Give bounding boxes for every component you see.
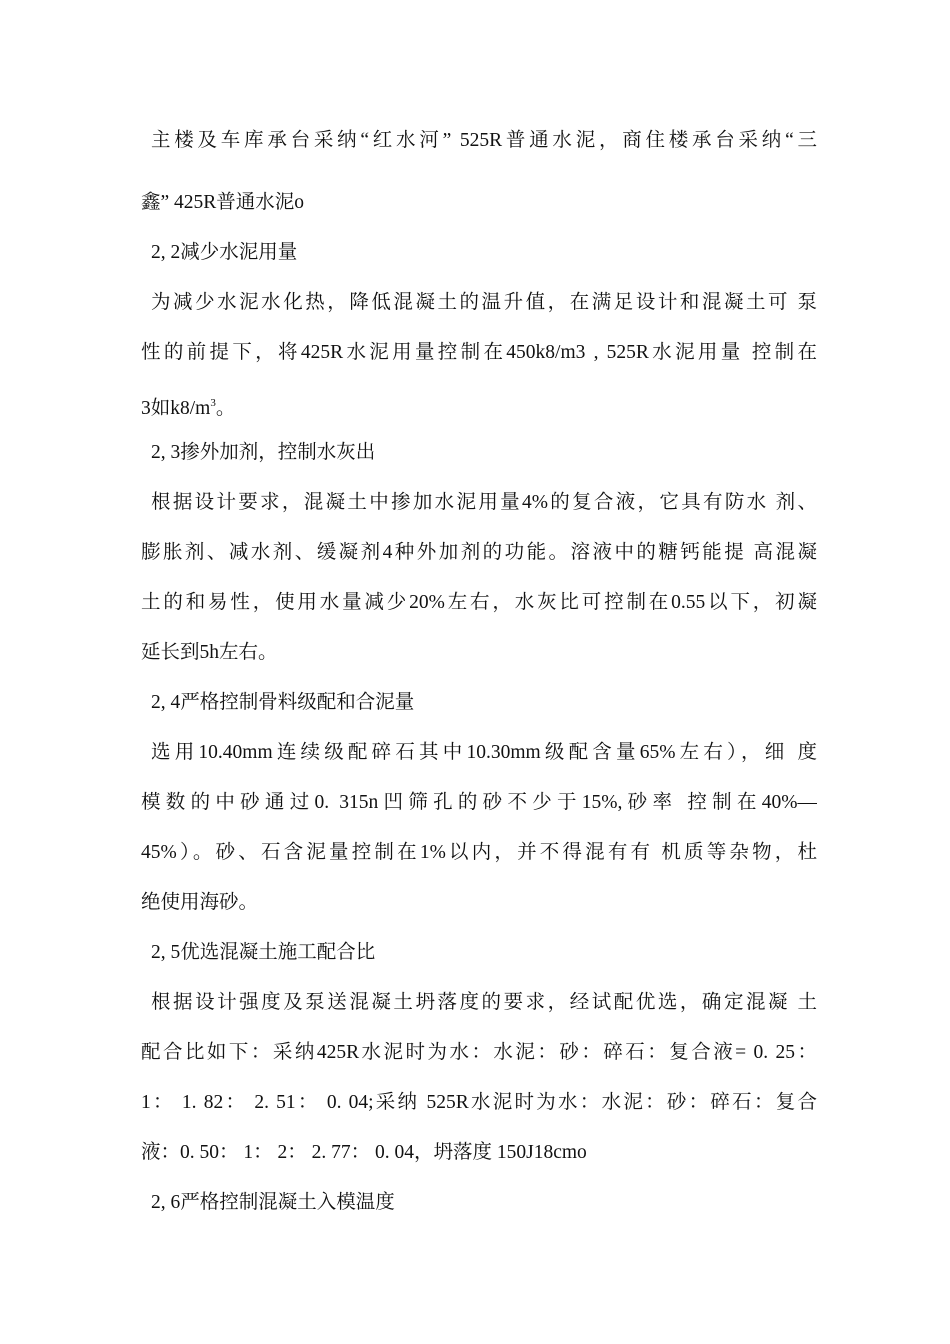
paragraph-line: 配合比如下：采纳425R水泥时为水：水泥：砂：碎石：复合液= 0. 25： xyxy=(141,1042,817,1063)
superscript: 3 xyxy=(210,397,216,409)
paragraph-line: 绝使用海砂。 xyxy=(141,892,259,913)
line-text: 。 xyxy=(215,398,236,419)
paragraph-line: 膨胀剂、减水剂、缓凝剂4种外加剂的功能。溶液中的糖钙能提 高混凝 xyxy=(141,542,817,563)
section-heading: 2, 4严格控制骨料级配和合泥量 xyxy=(151,692,415,713)
paragraph-line: 1： 1. 82： 2. 51： 0. 04;采纳 525R水泥时为水：水泥：砂：碎石：复合 xyxy=(141,1092,817,1113)
paragraph-line: 选用10.40mm连续级配碎石其中10.30mm级配含量65%左右），细 度 xyxy=(151,742,817,763)
paragraph-line: 液：0. 50： 1： 2： 2. 77： 0. 04，坍落度 150J18cmo xyxy=(141,1142,587,1163)
paragraph-line: 为减少水泥水化热，降低混凝土的温升值，在满足设计和混凝土可 泵 xyxy=(151,292,817,313)
paragraph-line: 鑫” 425R普通水泥o xyxy=(141,192,305,213)
paragraph-line: 土的和易性，使用水量减少20%左右，水灰比可控制在0.55以下，初凝 xyxy=(141,592,817,613)
paragraph-line: 延长到5h左右。 xyxy=(141,642,278,663)
paragraph-line: 根据设计强度及泵送混凝土坍落度的要求，经试配优选，确定混凝 土 xyxy=(151,992,817,1013)
paragraph-line: 根据设计要求，混凝土中掺加水泥用量4%的复合液，它具有防水 剂、 xyxy=(151,492,817,513)
paragraph-line: 模数的中砂通过0. 315n凹筛孔的砂不少于15%,砂率 控制在40%— xyxy=(141,792,817,813)
paragraph-line: 45%）。砂、石含泥量控制在1%以内，并不得混有有 机质等杂物，杜 xyxy=(141,842,817,863)
paragraph-line: 主楼及车库承台采纳“红水河” 525R普通水泥，商住楼承台采纳“三 xyxy=(151,130,817,151)
section-heading: 2, 2减少水泥用量 xyxy=(151,242,298,263)
paragraph-line xyxy=(141,390,817,422)
paragraph-line: 性的前提下，将425R水泥用量控制在450k8/m3 , 525R水泥用量 控制在 xyxy=(141,342,817,363)
section-heading: 2, 3掺外加剂，控制水灰出 xyxy=(151,442,376,463)
section-heading: 2, 5优选混凝土施工配合比 xyxy=(151,942,376,963)
line-text: 3如k8/m xyxy=(141,398,211,419)
section-heading: 2, 6严格控制混凝土入模温度 xyxy=(151,1192,395,1213)
